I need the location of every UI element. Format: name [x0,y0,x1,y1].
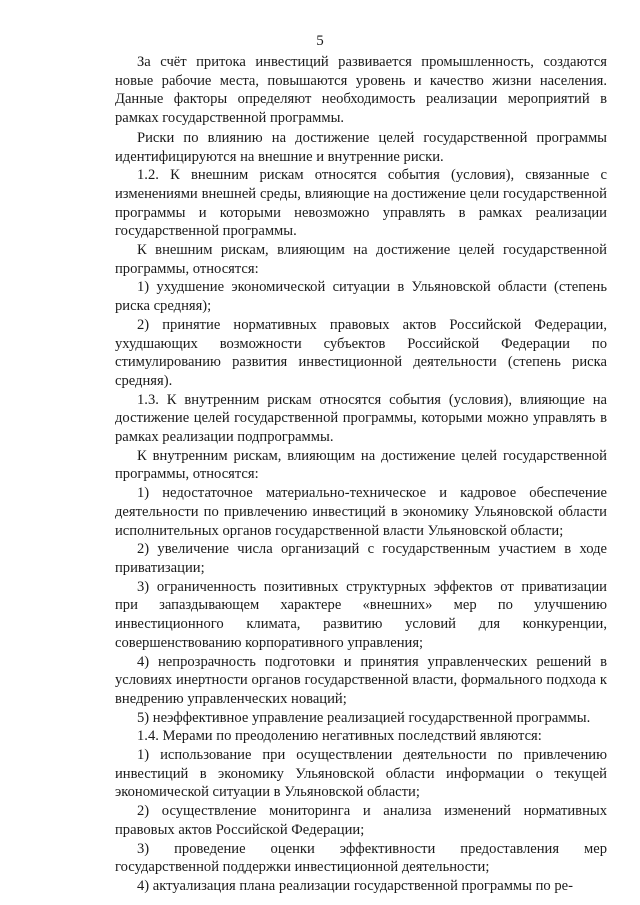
paragraph-investment-effects: За счёт притока инвестиций развивается промышленность, создаются новые рабочие места, повышаются уровень и качество жизни населения. Данные факторы определяют необходимость реализации мероприятий в рамках государственной программы. [115,54,607,127]
document-body [115,53,607,896]
paragraph-risk-classification: Риски по влиянию на достижение целей государственной программы идентифицируются на внешние и внутренние риски. [115,129,607,165]
list-item-internal-risk-5: 5) неэффективное управление реализацией государственной программы. [137,709,591,726]
list-item-internal-risk-3: 3) ограниченность позитивных структурных эффектов от приватизации при запаздывающем характере «внешних» мер по улучшению инвестиционного климата, развитию условий для конкуренции, совершенствованию корпоративного управления; [115,578,607,651]
list-item-measure-2: 2) осуществление мониторинга и анализа изменений нормативных правовых актов Российской Федерации; [115,803,607,838]
paragraph-external-risks-definition: 1.2. К внешним рискам относятся события (условия), связанные с изменениями внешней среды, влияющие на достижение цели государственной программы и которыми невозможно управлять в рамках реализации государственной программы. [115,167,607,240]
list-item-measure-1: 1) использование при осуществлении деятельности по привлечению инвестиций в экономику Ульяновской области информации о текущей экономической ситуации в Ульяновской области; [115,747,607,801]
list-item-internal-risk-1: 1) недостаточное материально-техническое и кадровое обеспечение деятельности по привлечению инвестиций в экономику Ульяновской области исполнительных органов государственной власти Ульяновской области; [115,485,607,539]
list-item-measure-3: 3) проведение оценки эффективности предоставления мер государственной поддержки инвестиционной деятельности; [115,840,607,876]
paragraph-internal-risks-definition: 1.3. К внутренним рискам относятся события (условия), влияющие на достижение целей государственной программы, которыми можно управлять в рамках реализации подпрограммы. [115,391,607,446]
page-number: 5 [316,33,324,49]
paragraph-external-risks-intro: К внешним рискам, влияющим на достижение целей государственной программы, относятся: [115,242,607,277]
list-item-internal-risk-4: 4) непрозрачность подготовки и принятия управленческих решений в условиях инертности органов государственной власти, формального подхода к внедрению управленческих новаций; [115,653,607,707]
paragraph-internal-risks-intro: К внутренним рискам, влияющим на достижение целей государственной программы, относятся: [115,447,607,483]
list-item-measure-4: 4) актуализация плана реализации государственной программы по ре- [137,877,574,894]
list-item-external-risk-2: 2) принятие нормативных правовых актов Российской Федерации, ухудшающих возможности субъектов Российской Федерации по стимулированию развития инвестиционной деятельности (степень риска средняя). [115,316,607,389]
list-item-external-risk-1: 1) ухудшение экономической ситуации в Ульяновской области (степень риска средняя); [115,279,607,315]
paragraph-mitigation-measures-intro: 1.4. Мерами по преодолению негативных последствий являются: [137,728,542,745]
list-item-internal-risk-2: 2) увеличение числа организаций с государственным участием в ходе приватизации; [115,541,607,576]
